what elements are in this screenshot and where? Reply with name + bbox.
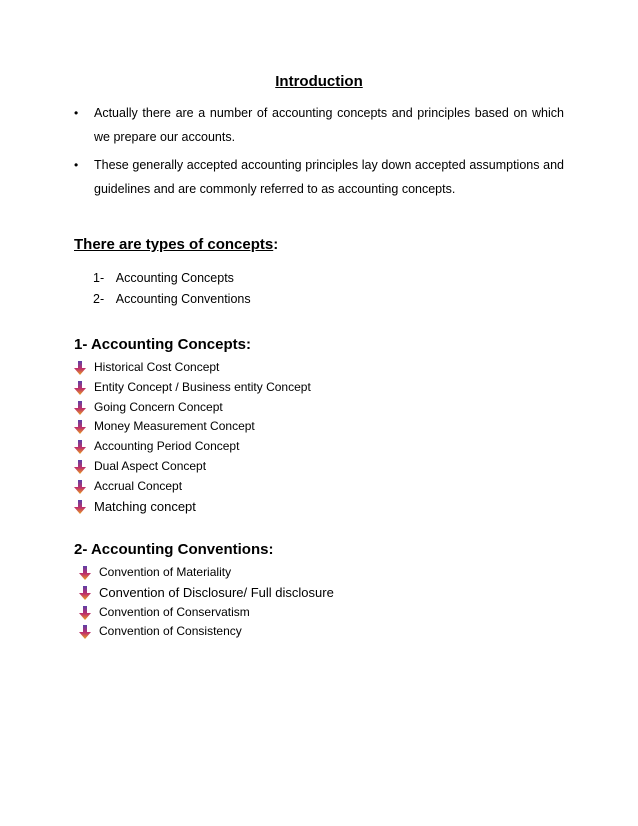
types-heading bbox=[74, 236, 278, 253]
down-arrow-icon bbox=[79, 586, 91, 600]
concept-item bbox=[74, 477, 311, 497]
concept-item bbox=[74, 417, 311, 437]
intro-bullet-item bbox=[74, 153, 564, 201]
intro-bullet-text: These generally accepted accounting principles lay down accepted assumptions and guidelines and are commonly referred to as accounting concepts. bbox=[94, 158, 564, 196]
convention-item bbox=[79, 563, 334, 583]
down-arrow-icon bbox=[74, 480, 86, 494]
concept-text: Going Concern Concept bbox=[94, 399, 223, 414]
convention-text: Convention of Disclosure/ Full disclosure bbox=[99, 584, 334, 600]
concept-text: Accounting Period Concept bbox=[94, 439, 240, 454]
concepts-heading: 1- Accounting Concepts: bbox=[74, 336, 251, 353]
down-arrow-icon bbox=[74, 460, 86, 474]
convention-item bbox=[79, 622, 334, 642]
down-arrow-icon bbox=[79, 625, 91, 639]
down-arrow-icon bbox=[74, 420, 86, 434]
concept-item bbox=[74, 497, 311, 517]
intro-bullet-list bbox=[74, 101, 564, 205]
concept-text: Money Measurement Concept bbox=[94, 419, 255, 434]
concept-item bbox=[74, 378, 311, 398]
bullet-icon: • bbox=[74, 106, 79, 120]
conventions-heading: 2- Accounting Conventions: bbox=[74, 541, 274, 558]
numbered-item bbox=[93, 268, 251, 289]
item-number: 2- bbox=[93, 292, 105, 306]
types-heading-colon: : bbox=[273, 236, 279, 253]
conventions-list bbox=[79, 563, 334, 642]
concept-text: Historical Cost Concept bbox=[94, 360, 220, 374]
down-arrow-icon bbox=[79, 566, 91, 580]
convention-item bbox=[79, 603, 334, 623]
item-text: Accounting Concepts bbox=[115, 271, 234, 285]
concept-text: Accrual Concept bbox=[94, 478, 183, 493]
item-text: Accounting Conventions bbox=[115, 292, 251, 306]
down-arrow-icon bbox=[74, 500, 86, 514]
convention-text: Convention of Conservatism bbox=[99, 604, 250, 619]
down-arrow-icon bbox=[74, 361, 86, 375]
down-arrow-icon bbox=[74, 401, 86, 415]
concept-item bbox=[74, 398, 311, 418]
concepts-list bbox=[74, 358, 311, 516]
concept-text: Entity Concept / Business entity Concept bbox=[94, 379, 311, 394]
concept-item bbox=[74, 457, 311, 477]
convention-text: Convention of Consistency bbox=[99, 624, 242, 639]
concept-text: Matching concept bbox=[94, 498, 196, 514]
concept-text: Dual Aspect Concept bbox=[94, 458, 207, 473]
convention-item bbox=[79, 583, 334, 603]
types-heading-text: There are types of concepts bbox=[74, 236, 274, 253]
intro-bullet-text: Actually there are a number of accounting concepts and principles based on which we prepare our accounts. bbox=[94, 106, 564, 144]
types-numbered-list bbox=[93, 268, 251, 310]
down-arrow-icon bbox=[79, 606, 91, 620]
convention-text: Convention of Materiality bbox=[99, 565, 232, 579]
concept-item bbox=[74, 437, 311, 457]
down-arrow-icon bbox=[74, 440, 86, 454]
intro-bullet-item bbox=[74, 101, 564, 149]
bullet-icon: • bbox=[74, 158, 79, 172]
item-number: 1- bbox=[93, 271, 105, 285]
down-arrow-icon bbox=[74, 381, 86, 395]
intro-title: Introduction bbox=[275, 73, 363, 90]
concept-item bbox=[74, 358, 311, 378]
numbered-item bbox=[93, 289, 251, 310]
